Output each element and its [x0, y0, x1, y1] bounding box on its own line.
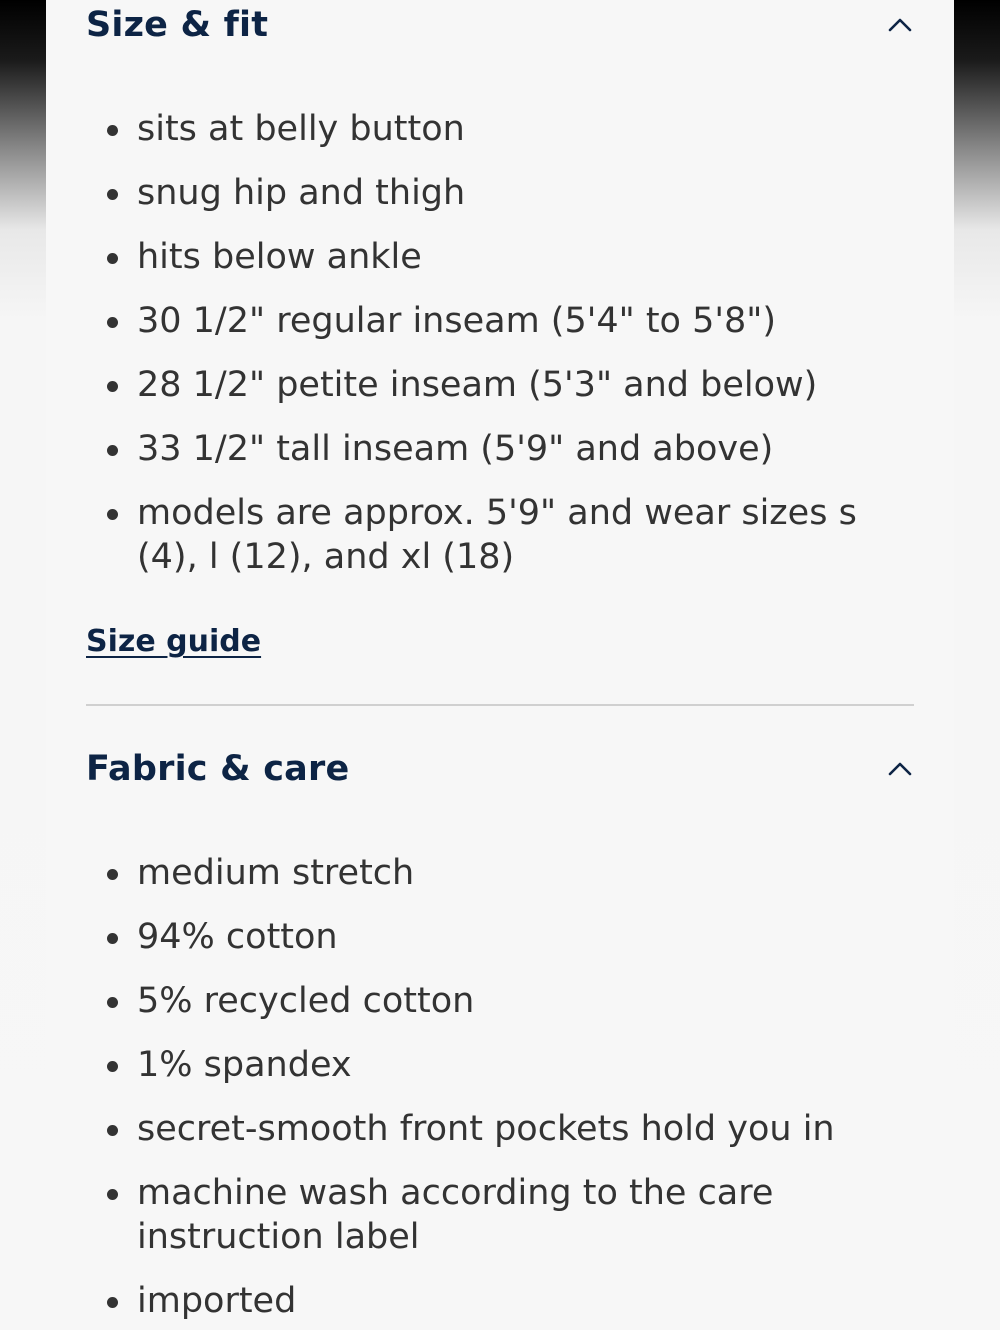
bullet-dot	[107, 997, 118, 1008]
bullet-dot	[107, 1297, 118, 1308]
bullet-dot	[107, 125, 118, 136]
bullet-dot	[107, 1125, 118, 1136]
bullet-dot	[107, 509, 118, 520]
list-item: medium stretch	[104, 851, 914, 895]
screen-edge-left	[0, 0, 46, 1330]
bullet-dot	[107, 189, 118, 200]
list-item: 5% recycled cotton	[104, 979, 914, 1023]
size-fit-list	[104, 107, 914, 599]
list-item: 33 1/2" tall inseam (5'9" and above)	[104, 427, 914, 471]
list-item: 94% cotton	[104, 915, 914, 959]
fabric-care-list	[104, 851, 914, 1343]
section-divider	[86, 704, 914, 706]
list-item: machine wash according to the care instruction label	[104, 1171, 914, 1259]
bullet-dot	[107, 1061, 118, 1072]
bullet-dot	[107, 253, 118, 264]
bullet-dot	[107, 1189, 118, 1200]
list-item: imported	[104, 1279, 914, 1323]
fabric-care-accordion-header[interactable]	[86, 746, 914, 792]
size-fit-accordion-header[interactable]	[86, 2, 914, 48]
size-fit-title: Size & fit	[86, 5, 269, 45]
fabric-care-title: Fabric & care	[86, 749, 350, 789]
chevron-up-icon[interactable]	[886, 755, 914, 783]
list-item: sits at belly button	[104, 107, 914, 151]
size-guide-link[interactable]: Size guide	[86, 624, 262, 659]
list-item: hits below ankle	[104, 235, 914, 279]
list-item: secret-smooth front pockets hold you in	[104, 1107, 914, 1151]
bullet-dot	[107, 381, 118, 392]
bullet-dot	[107, 445, 118, 456]
list-item: models are approx. 5'9" and wear sizes s (4), l (12), and xl (18)	[104, 491, 914, 579]
list-item: snug hip and thigh	[104, 171, 914, 215]
list-item: 30 1/2" regular inseam (5'4" to 5'8")	[104, 299, 914, 343]
product-details-panel	[46, 0, 954, 1330]
list-item: 1% spandex	[104, 1043, 914, 1087]
bullet-dot	[107, 317, 118, 328]
chevron-up-icon[interactable]	[886, 11, 914, 39]
screen-edge-right	[954, 0, 1000, 1330]
bullet-dot	[107, 933, 118, 944]
bullet-dot	[107, 869, 118, 880]
list-item: 28 1/2" petite inseam (5'3" and below)	[104, 363, 914, 407]
